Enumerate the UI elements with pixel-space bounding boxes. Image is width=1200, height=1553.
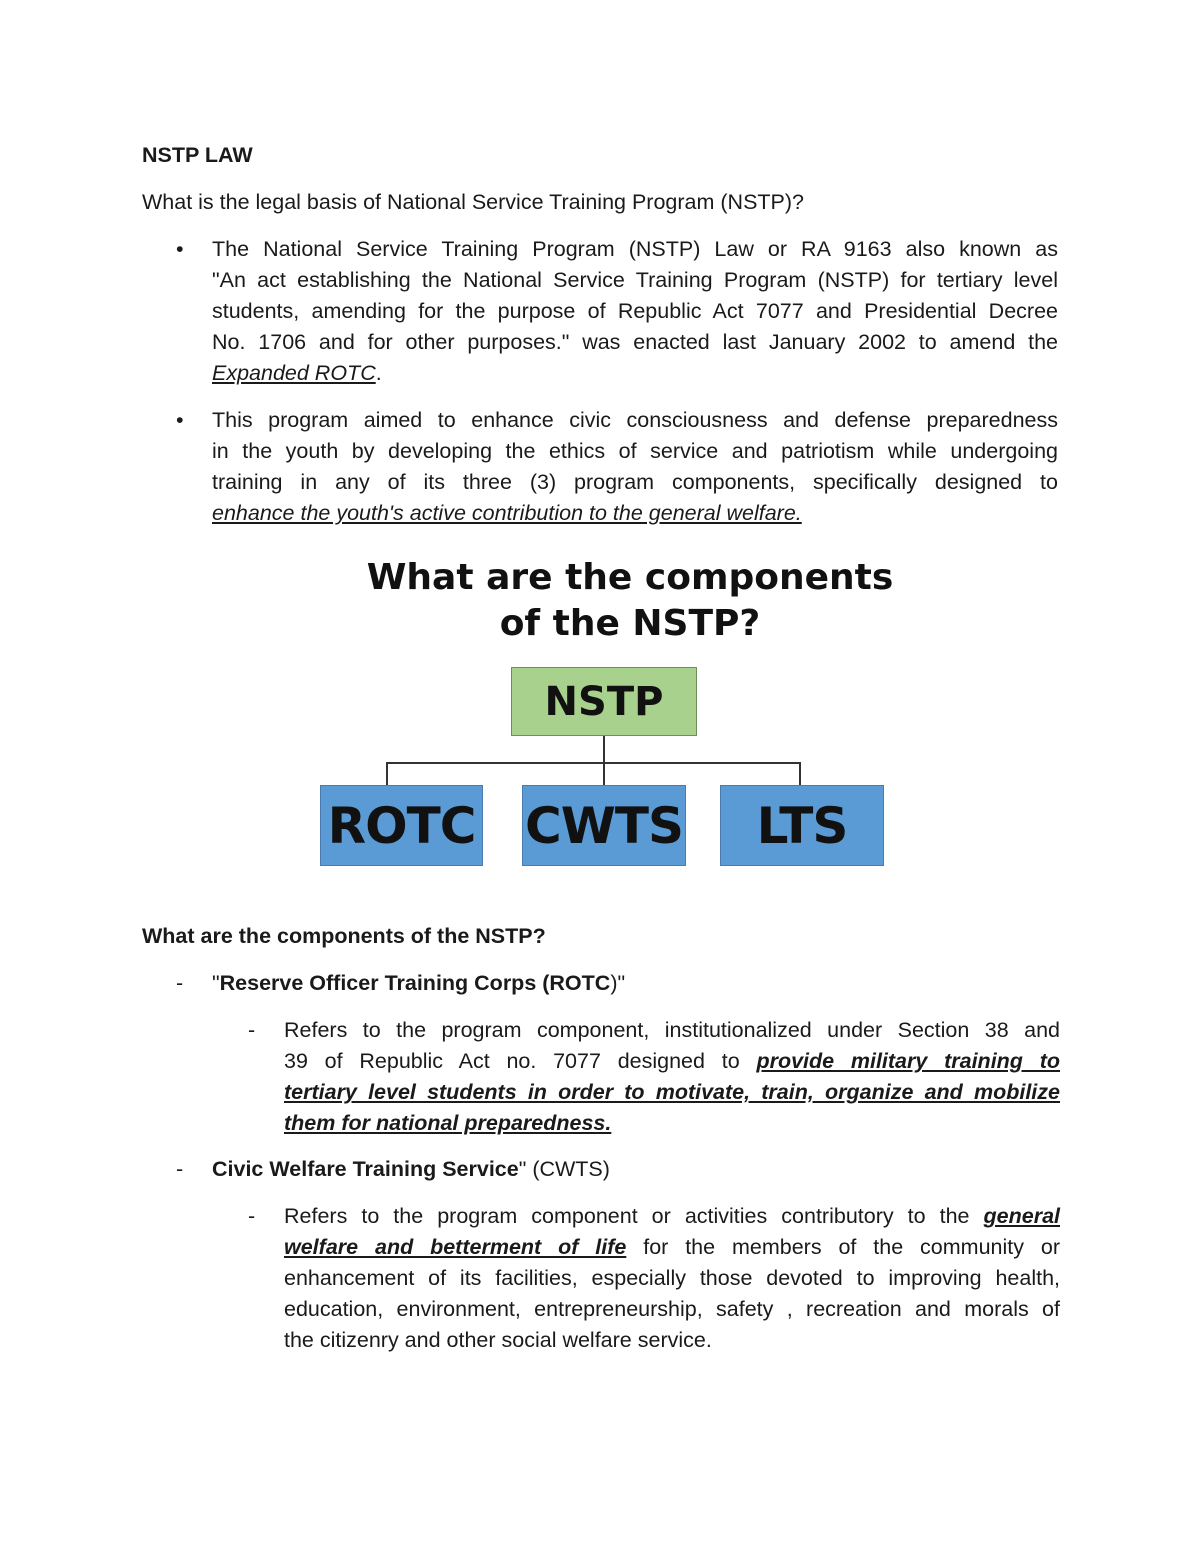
- desc-line: the citizenry and other social welfare service.: [284, 1328, 712, 1352]
- desc-line: Refers to the program component, institutionalized under Section 38 and: [284, 1018, 1060, 1042]
- rotc-description: [284, 1015, 1060, 1139]
- general-welfare-text: enhance the youth's active contribution to the general welfare.: [212, 501, 802, 525]
- bullet-line: This program aimed to enhance civic consciousness and defense preparedness: [212, 408, 1058, 432]
- quote: )": [610, 971, 626, 995]
- quote: ": [212, 971, 220, 995]
- desc-text: Refers to the program component or activities contributory to the: [284, 1204, 984, 1228]
- question-components: What are the components of the NSTP?: [142, 924, 546, 948]
- desc-line: [284, 1232, 1060, 1263]
- page-heading: NSTP LAW: [142, 143, 253, 167]
- desc-emphasis: them for national preparedness.: [284, 1111, 612, 1135]
- bullet-line: students, amending for the purpose of Republic Act 7077 and Presidential Decree: [212, 299, 1058, 323]
- desc-text: for the members of the community or: [626, 1235, 1060, 1259]
- diagram-title: [330, 555, 930, 647]
- cwts-description: [284, 1201, 1060, 1356]
- diagram-title-line: of the NSTP?: [499, 603, 761, 644]
- node-lts: LTS: [720, 785, 884, 866]
- desc-line: [284, 1077, 1060, 1108]
- desc-line: [284, 1046, 1060, 1077]
- bullet-marker: •: [176, 237, 184, 261]
- cwts-title-text: Civic Welfare Training Service: [212, 1157, 519, 1181]
- expanded-rotc-text: Expanded ROTC: [212, 361, 376, 385]
- bullet-legal-basis: [212, 234, 1058, 389]
- desc-line: enhancement of its facilities, especially those devoted to improving health,: [284, 1266, 1060, 1290]
- dash-marker: -: [176, 1157, 184, 1181]
- connector-left: [386, 762, 388, 785]
- rotc-title-text: Reserve Officer Training Corps (ROTC: [219, 971, 611, 995]
- dash-marker: -: [248, 1204, 256, 1228]
- connector-right: [799, 762, 801, 786]
- connector-horizontal: [386, 762, 801, 764]
- desc-emphasis: welfare and betterment of life: [284, 1235, 627, 1259]
- dash-marker: -: [176, 971, 184, 995]
- cwts-abbrev: " (CWTS): [518, 1157, 610, 1181]
- node-nstp: NSTP: [511, 667, 697, 736]
- bullet-line: training in any of its three (3) program components, specifically designed to: [212, 470, 1058, 494]
- desc-emphasis: provide military training to: [756, 1049, 1060, 1073]
- diagram-title-line: What are the components: [366, 557, 894, 598]
- period: .: [375, 361, 382, 385]
- question-legal-basis: What is the legal basis of National Service Training Program (NSTP)?: [142, 190, 804, 214]
- desc-line: [284, 1108, 1060, 1139]
- bullet-line: in the youth by developing the ethics of service and patriotism while undergoing: [212, 439, 1058, 463]
- desc-line: [284, 1201, 1060, 1232]
- connector-vertical: [603, 736, 605, 785]
- rotc-title: [212, 968, 625, 999]
- desc-text: 39 of Republic Act no. 7077 designed to: [284, 1049, 757, 1073]
- desc-emphasis: general: [983, 1204, 1060, 1228]
- bullet-line: "An act establishing the National Service Training Program (NSTP) for tertiary level: [212, 268, 1058, 292]
- desc-emphasis: tertiary level students in order to motivate, train, organize and mobilize: [284, 1080, 1060, 1104]
- bullet-line: [212, 358, 1058, 389]
- cwts-title: [212, 1154, 610, 1185]
- node-cwts: CWTS: [522, 785, 686, 866]
- bullet-line: [212, 498, 1058, 529]
- bullet-line: The National Service Training Program (NSTP) Law or RA 9163 also known as: [212, 237, 1058, 261]
- bullet-program-aim: [212, 405, 1058, 529]
- bullet-line: No. 1706 and for other purposes." was enacted last January 2002 to amend the: [212, 330, 1058, 354]
- node-rotc: ROTC: [320, 785, 483, 866]
- desc-line: education, environment, entrepreneurship, safety , recreation and morals of: [284, 1297, 1060, 1321]
- dash-marker: -: [248, 1018, 256, 1042]
- bullet-marker: •: [176, 408, 184, 432]
